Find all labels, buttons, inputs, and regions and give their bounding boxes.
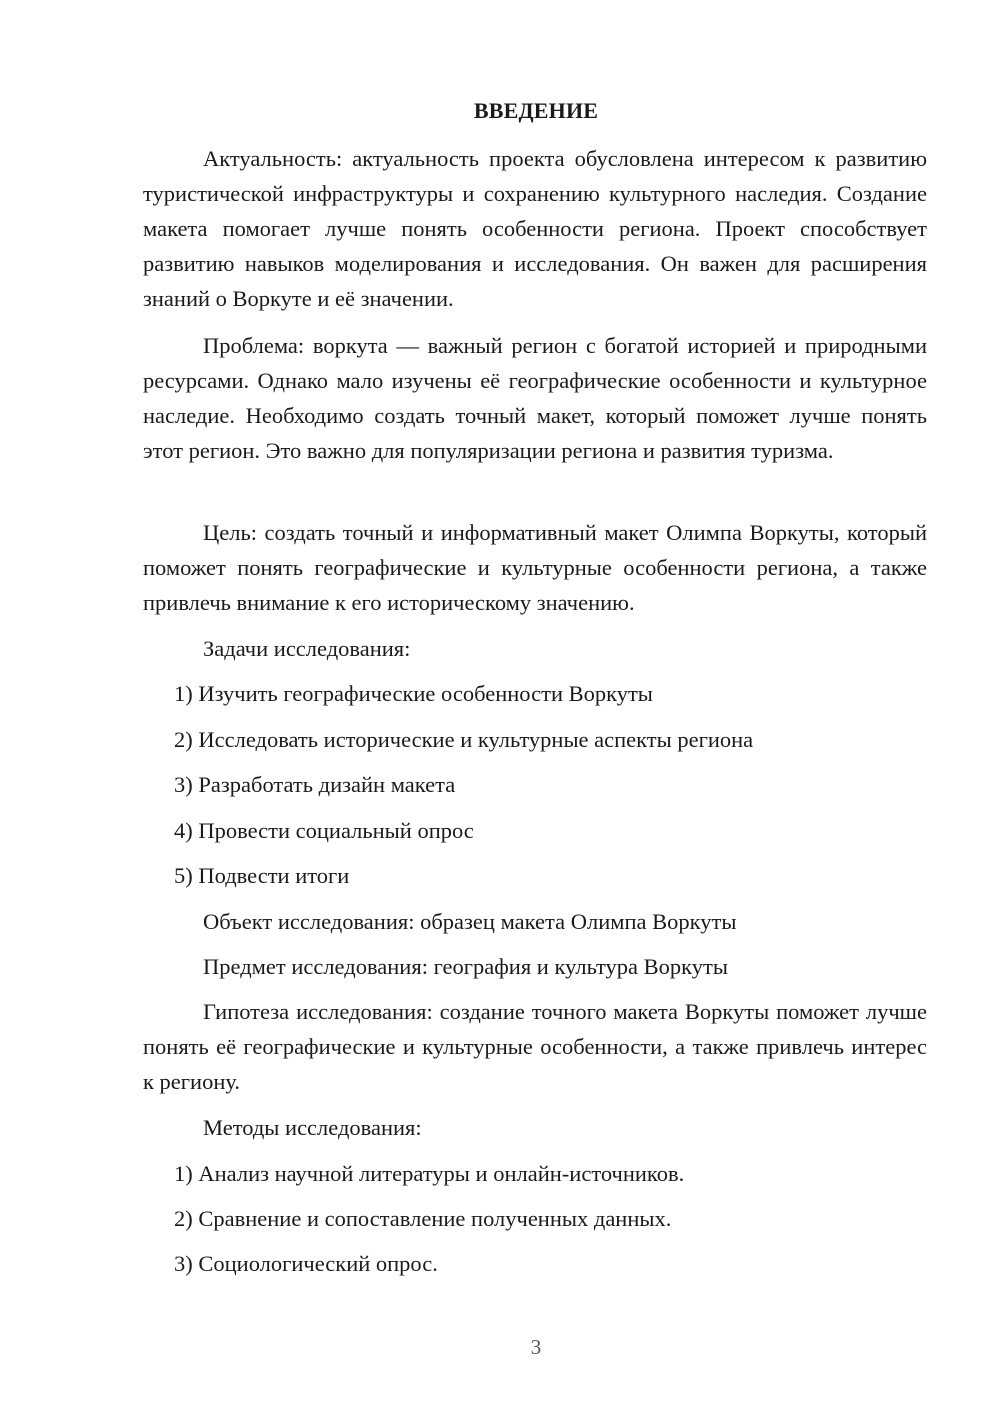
method-item: 3) Социологический опрос.: [174, 1251, 438, 1276]
task-item: 4) Провести социальный опрос: [174, 818, 474, 843]
relevance-paragraph: Актуальность: актуальность проекта обусловлена интересом к развитию туристической инфраструктуры и сохранению культурного наследия. Создание макета помогает лучше понять особенности региона. Проект способствует развитию навыков моделирования и исследования. Он важен для расширения знаний о Воркуте и её значении.: [143, 146, 927, 311]
research-subject: Предмет исследования: география и культура Воркуты: [203, 954, 728, 979]
hypothesis-paragraph: Гипотеза исследования: создание точного макета Воркуты поможет лучше понять её географические и культурные особенности, а также привлечь интерес к региону.: [143, 999, 927, 1094]
task-item: 5) Подвести итоги: [174, 863, 350, 888]
goal-paragraph: Цель: создать точный и информативный макет Олимпа Воркуты, который поможет понять географические и культурные особенности региона, а также привлечь внимание к его историческому значению.: [143, 520, 927, 615]
task-item: 3) Разработать дизайн макета: [174, 772, 456, 797]
research-object: Объект исследования: образец макета Олимпа Воркуты: [203, 909, 737, 934]
method-item: 1) Анализ научной литературы и онлайн-источников.: [174, 1161, 685, 1186]
methods-label: Методы исследования:: [203, 1115, 422, 1140]
task-item: 2) Исследовать исторические и культурные аспекты региона: [174, 727, 754, 752]
page-number: 3: [530, 1335, 542, 1359]
problem-paragraph: Проблема: воркута — важный регион с богатой историей и природными ресурсами. Однако мало изучены её географические особенности и культурное наследие. Необходимо создать точный макет, который поможет лучше понять этот регион. Это важно для популяризации региона и развития туризма.: [143, 333, 927, 463]
method-item: 2) Сравнение и сопоставление полученных данных.: [174, 1206, 672, 1231]
section-heading: ВВЕДЕНИЕ: [473, 98, 599, 123]
tasks-label: Задачи исследования:: [203, 636, 411, 661]
task-item: 1) Изучить географические особенности Воркуты: [174, 681, 653, 706]
